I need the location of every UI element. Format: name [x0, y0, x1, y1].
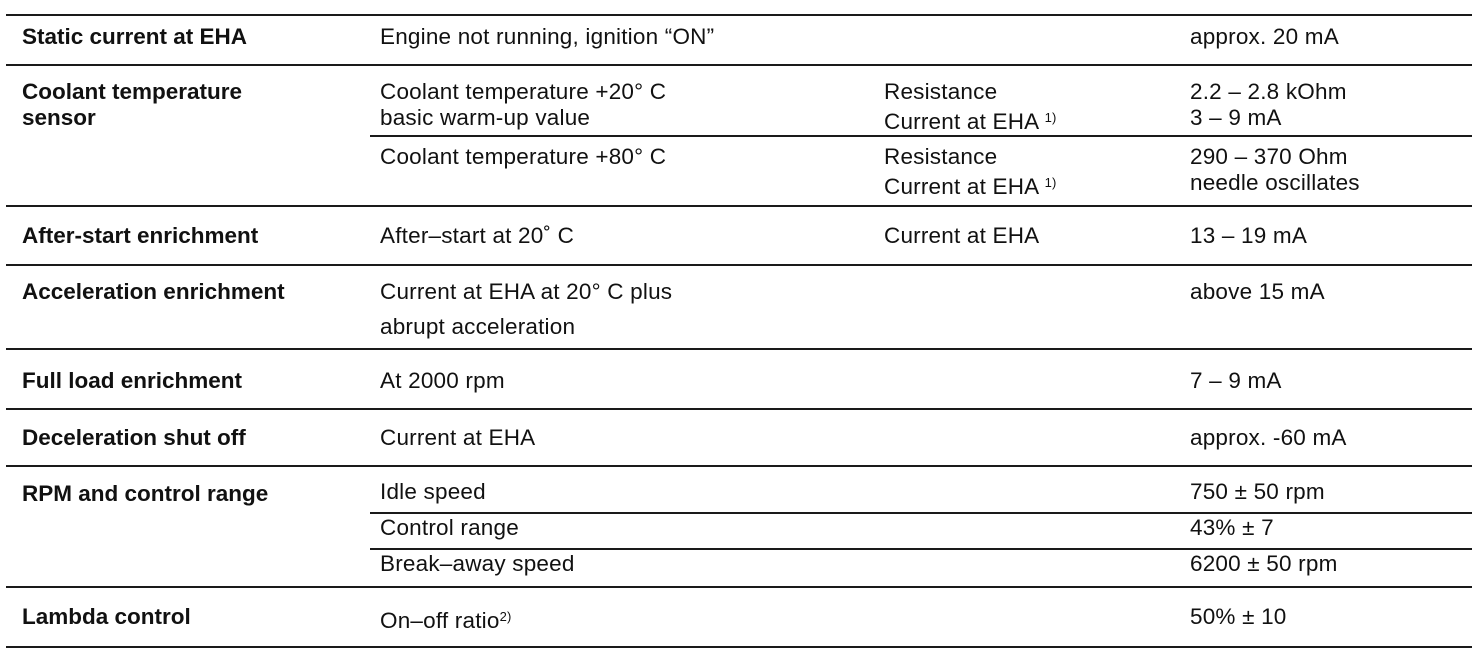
condition-static-current: Engine not running, ignition “ON” [380, 24, 715, 49]
value-deceleration: approx. -60 mA [1190, 425, 1347, 450]
condition-after-start: After–start at 20˚ C [380, 223, 575, 248]
value-break-away: 6200 ± 50 rpm [1190, 551, 1338, 576]
value-control-range: 43% ± 7 [1190, 515, 1274, 540]
table-bottom-rule [6, 646, 1472, 648]
condition-coolant-20: Coolant temperature +20° C [380, 79, 667, 104]
condition-acceleration: Current at EHA at 20° C plus [380, 279, 673, 304]
row-divider [6, 408, 1472, 410]
footnote-ref-1: 1) [1044, 110, 1057, 125]
condition-full-load: At 2000 rpm [380, 368, 505, 393]
value-idle-speed: 750 ± 50 rpm [1190, 479, 1325, 504]
sub-row-divider [370, 512, 1472, 514]
condition-acceleration-line2: abrupt acceleration [380, 314, 576, 339]
measure-resistance: Resistance [884, 79, 998, 104]
measure-current-text: Current at EHA [884, 109, 1039, 134]
row-label-acceleration: Acceleration enrichment [22, 279, 285, 304]
row-divider [6, 264, 1472, 266]
value-coolant-20-resistance: 2.2 – 2.8 kOhm [1190, 79, 1347, 104]
value-full-load: 7 – 9 mA [1190, 368, 1282, 393]
row-divider [6, 348, 1472, 350]
row-label-after-start: After-start enrichment [22, 223, 259, 248]
condition-lambda-text: On–off ratio [380, 608, 500, 633]
row-label-static-current: Static current at EHA [22, 24, 248, 49]
value-coolant-80-needle: needle oscillates [1190, 170, 1360, 195]
measure-current [884, 104, 1057, 135]
measure-current-80 [884, 169, 1057, 200]
row-label-rpm: RPM and control range [22, 481, 269, 506]
value-after-start: 13 – 19 mA [1190, 223, 1308, 248]
value-coolant-20-current: 3 – 9 mA [1190, 105, 1282, 130]
condition-break-away: Break–away speed [380, 551, 575, 576]
condition-lambda [380, 603, 512, 634]
row-divider [6, 465, 1472, 467]
row-label-coolant-sensor: Coolant temperature [22, 79, 243, 104]
row-divider [6, 64, 1472, 66]
value-acceleration: above 15 mA [1190, 279, 1325, 304]
value-lambda: 50% ± 10 [1190, 604, 1287, 629]
footnote-ref-2: 2) [499, 609, 512, 624]
footnote-ref-1b: 1) [1044, 175, 1057, 190]
row-label-deceleration: Deceleration shut off [22, 425, 246, 450]
measure-after-start: Current at EHA [884, 223, 1040, 248]
table-top-rule [6, 14, 1472, 16]
value-coolant-80-resistance: 290 – 370 Ohm [1190, 144, 1348, 169]
row-label-lambda: Lambda control [22, 604, 191, 629]
row-label-full-load: Full load enrichment [22, 368, 243, 393]
condition-deceleration: Current at EHA [380, 425, 536, 450]
row-divider [6, 205, 1472, 207]
value-static-current: approx. 20 mA [1190, 24, 1339, 49]
condition-coolant-20-line2: basic warm-up value [380, 105, 591, 130]
row-divider [6, 586, 1472, 588]
measure-resistance-80: Resistance [884, 144, 998, 169]
condition-idle-speed: Idle speed [380, 479, 486, 504]
measure-current-80-text: Current at EHA [884, 174, 1039, 199]
row-label-coolant-sensor-line2: sensor [22, 105, 96, 130]
sub-row-divider [370, 135, 1472, 137]
condition-coolant-80: Coolant temperature +80° C [380, 144, 667, 169]
condition-control-range: Control range [380, 515, 519, 540]
